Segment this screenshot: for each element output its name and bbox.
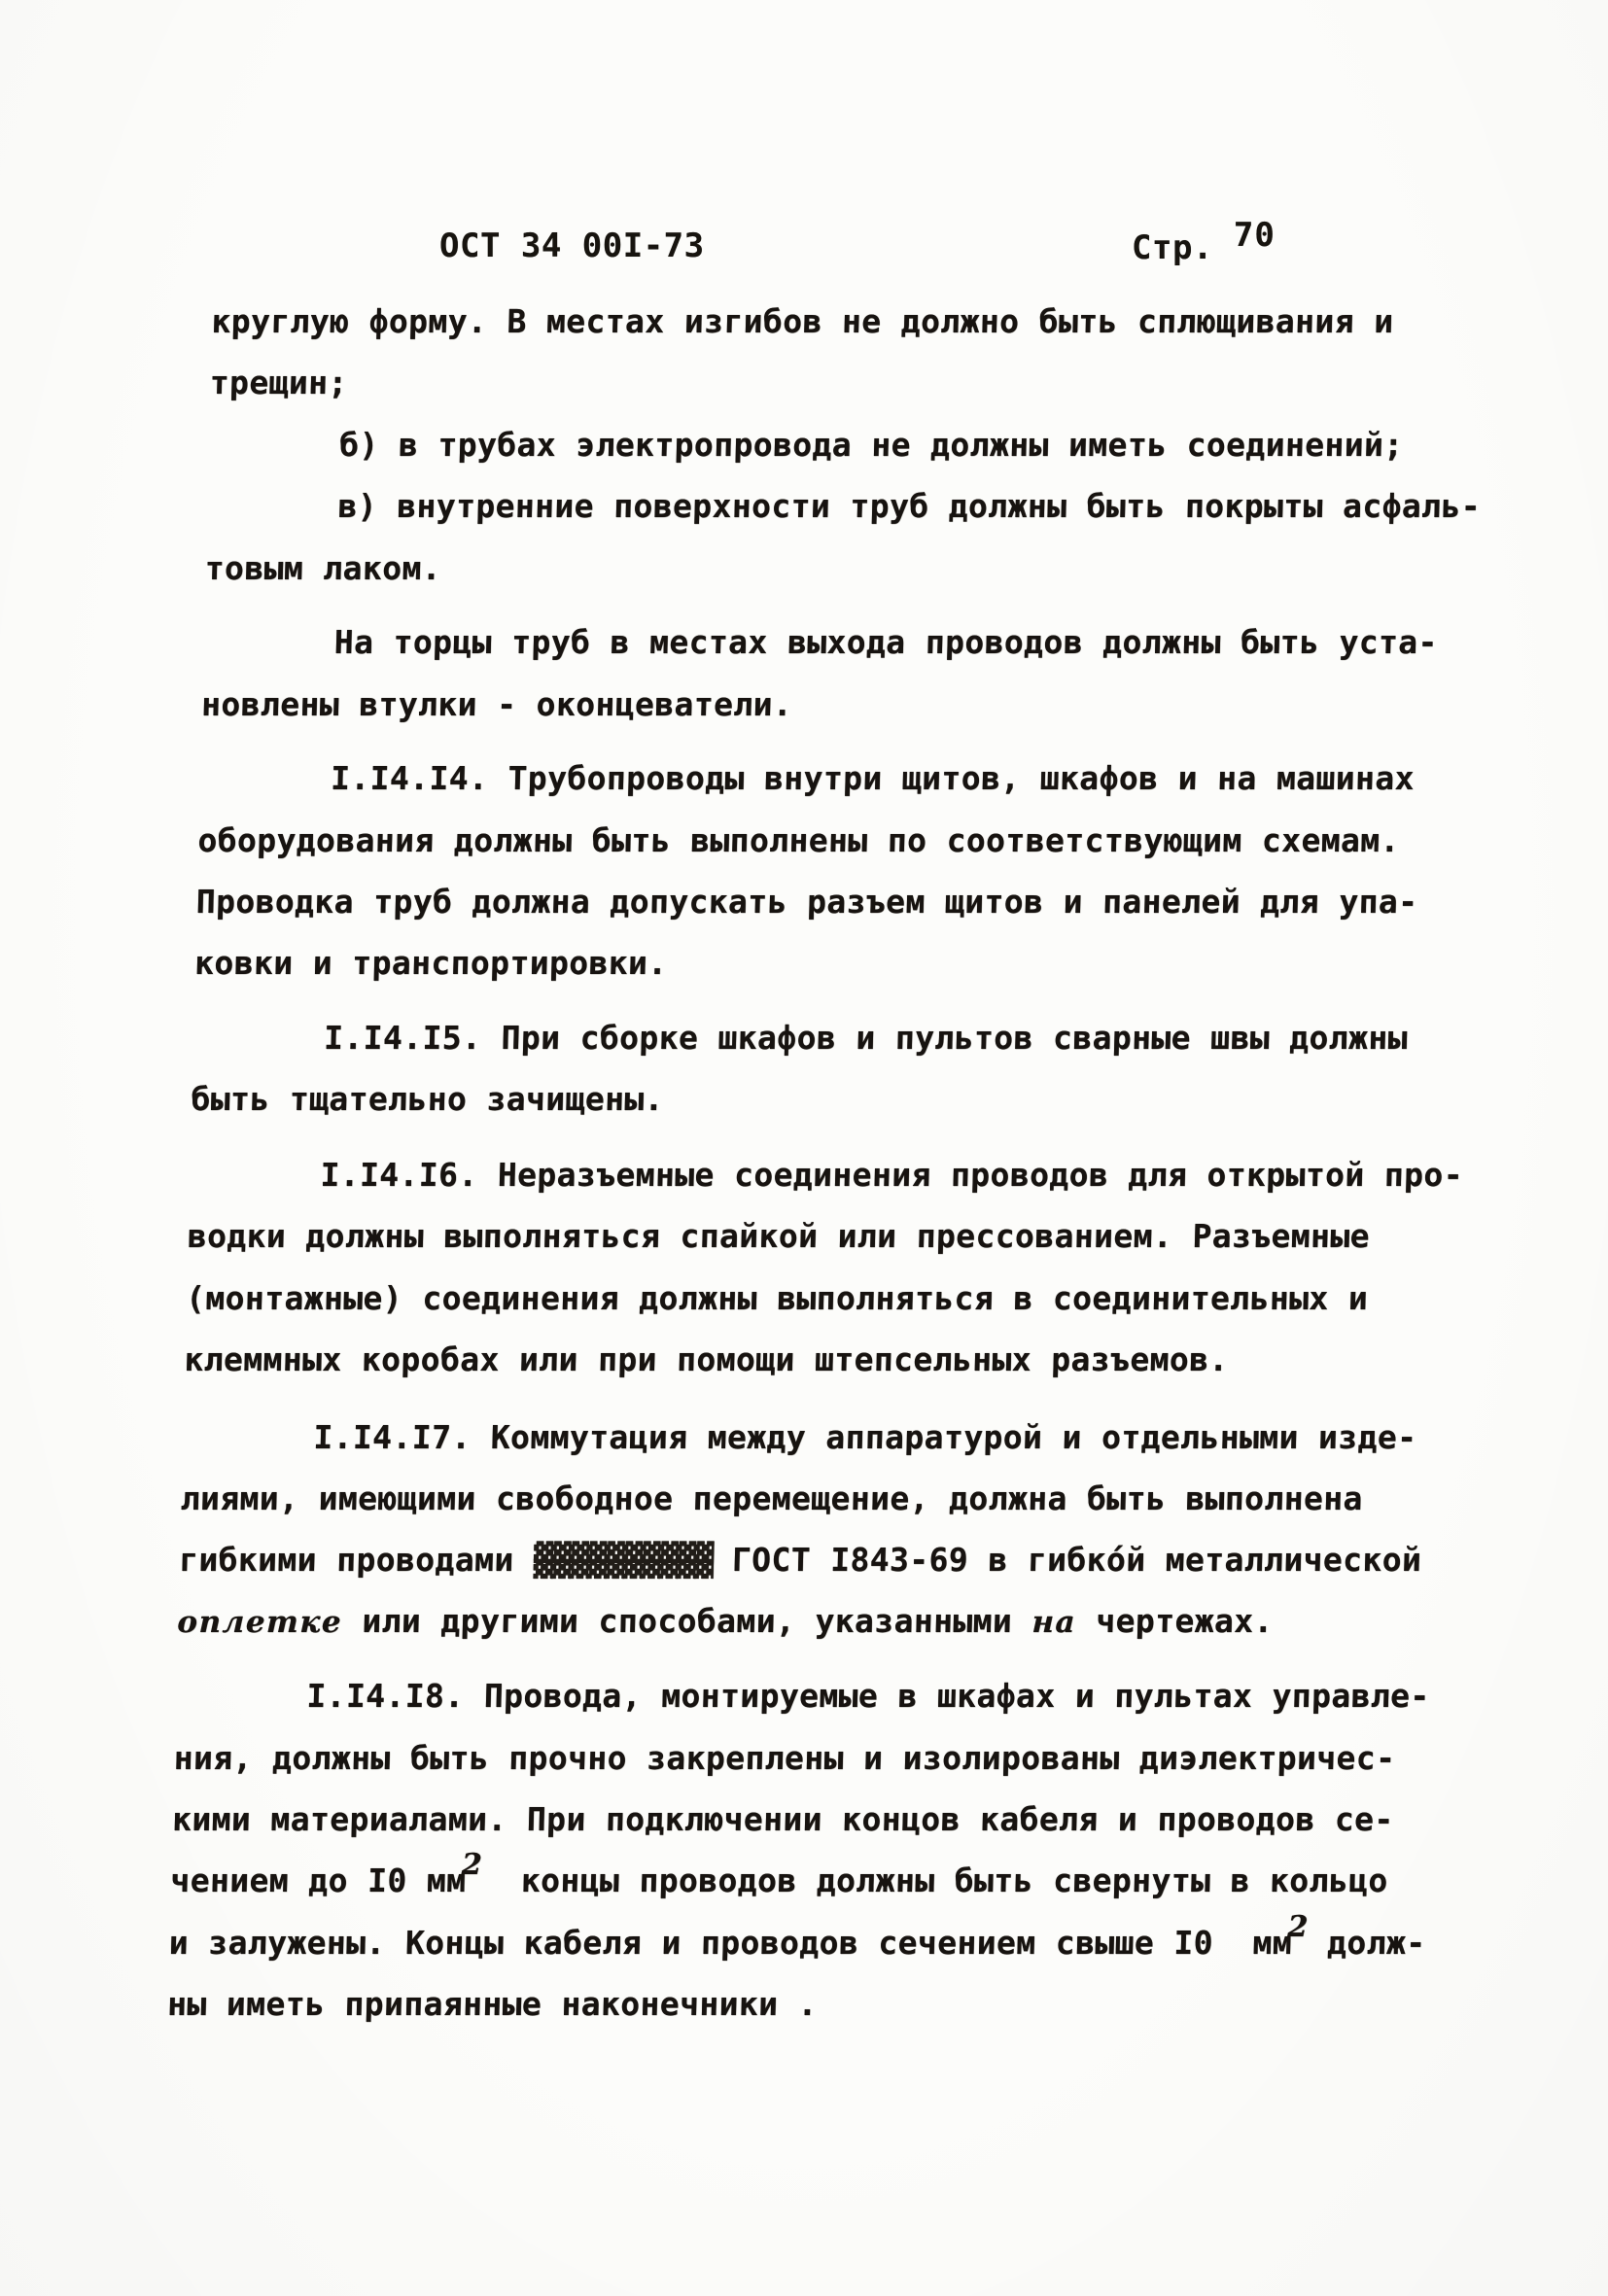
clause-1-14-15-line1: I.I4.I5. При сборке шкафов и пультов сварные швы должны [323, 1019, 1409, 1057]
line4-end: чертежах. [1075, 1602, 1275, 1640]
line4-rest: концы проводов должны быть свернуты в кольцо [480, 1861, 1389, 1899]
page-prefix: Стр. [1132, 228, 1213, 267]
item-b-line1: б) в трубах электропровода не должны иметь соединений; [338, 426, 1405, 464]
clause-1-14-16-line3: (монтажные) соединения должны выполняться в соединительных и [185, 1279, 1369, 1317]
clause-1-14-16-line4: клеммных коробах или при помощи штепсельных разъемов. [184, 1340, 1230, 1378]
p-torcy-line1: На торцы труб в местах выхода проводов должны быть уста- [333, 623, 1439, 661]
clause-1-14-16-line2: водки должны выполняться спайкой или прессованием. Разъемные [187, 1217, 1371, 1255]
line4-prefix: чением до I0 мм [169, 1861, 468, 1899]
clause-1-14-18-line3: кими материалами. При подключении концов кабеля и проводов се- [171, 1800, 1395, 1838]
clause-1-14-14-line4: ковки и транспортировки. [193, 944, 669, 982]
clause-1-14-18-line2: ния, должны быть прочно закреплены и изолированы диэлектричес- [173, 1739, 1396, 1777]
doc-number: ОСТ 34 00I-73 [439, 226, 705, 265]
line4-middle: или другими способами, указанными [341, 1602, 1033, 1640]
clause-1-14-16-line1: I.I4.I6. Неразъемные соединения проводов для открытой про- [319, 1156, 1464, 1194]
clause-1-14-14-line2: оборудования должны быть выполнены по соответствующим схемам. [196, 821, 1401, 859]
gost-reference: ГОСТ I843-69 в гибко́й металлической [712, 1541, 1422, 1579]
page-number: 70 [1233, 216, 1276, 255]
handwritten-word-na: на [1031, 1605, 1077, 1640]
superscript-2: 2 [461, 1848, 483, 1882]
superscript-2: 2 [1287, 1910, 1309, 1944]
clause-1-14-17-line3 [179, 1541, 1422, 1580]
item-v-line2: товым лаком. [204, 549, 442, 587]
p0-line1: круглую форму. В местах изгибов не должно быть сплющивания и [210, 302, 1395, 340]
clause-1-14-17-line4 [177, 1602, 1274, 1641]
page-indicator [1132, 216, 1276, 267]
handwritten-word-opletke: оплетке [176, 1605, 343, 1640]
clause-1-14-17-line2: лиями, имеющими свободное перемещение, должна быть выполнена [180, 1479, 1364, 1517]
clause-1-14-15-line2: быть тщательно зачищены. [191, 1080, 665, 1118]
line3-prefix: гибкими проводами [178, 1541, 535, 1579]
clause-1-14-14-line1: I.I4.I4. Трубопроводы внутри щитов, шкафов и на машинах [330, 759, 1416, 797]
clause-1-14-18-line4 [169, 1848, 1389, 1900]
clause-1-14-18-line6: ны иметь припаянные наконечники . [166, 1985, 819, 2023]
p0-line2: трещин; [209, 364, 349, 401]
line5-rest: долж- [1307, 1924, 1427, 1962]
document-text-body [0, 302, 1608, 2081]
overstruck-illegible-text: ▓▓▓▓▓▓▓▓▓▓ [533, 1541, 714, 1579]
p-torcy-line2: новлены втулки - оконцеватели. [200, 685, 793, 723]
item-v-line1: в) внутренние поверхности труб должны быть покрыты асфаль- [337, 487, 1482, 525]
clause-1-14-18-line5 [168, 1910, 1427, 1963]
line5-prefix: и залужены. Концы кабеля и проводов сечением свыше I0 мм [168, 1924, 1293, 1962]
clause-1-14-14-line3: Проводка труб должна допускать разъем щитов и панелей для упа- [195, 883, 1418, 921]
clause-1-14-17-line1: I.I4.I7. Коммутация между аппаратурой и отдельными изде- [312, 1418, 1417, 1456]
clause-1-14-18-line1: I.I4.I8. Провода, монтируемые в шкафах и пультах управле- [305, 1677, 1431, 1715]
